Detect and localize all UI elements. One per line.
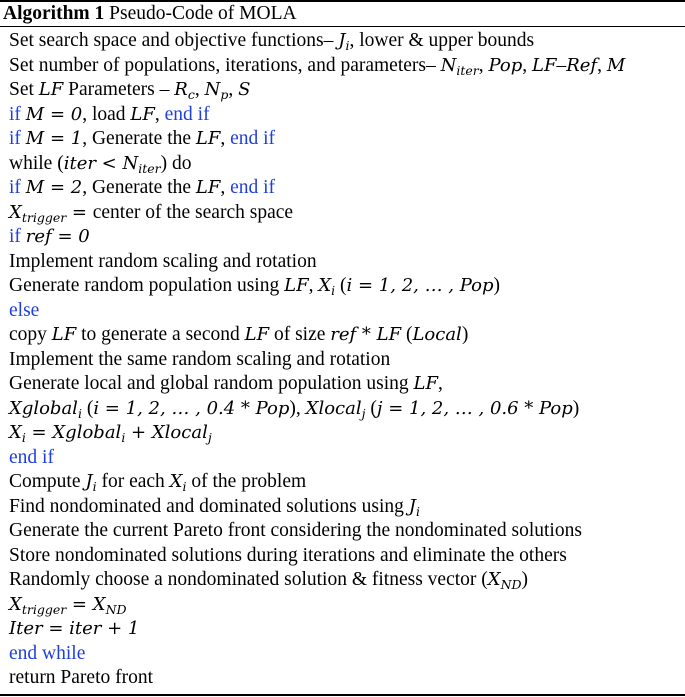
code-line: Implement the same random scaling and rotation [9,348,391,370]
code-line: Set number of populations, iterations, and parameters– $N_{iter}$, Pop, LF–Ref, M [9,54,626,78]
code-line: $X_i$ = Xglobal$_i$ + Xlocal$_j$ [9,422,212,445]
code-line: $X_{trigger} = X_{ND}$ [9,593,127,617]
code-line: Compute $J_i$ for each $X_i$ of the problem [9,471,307,494]
algorithm-label: Algorithm 1 [3,3,105,24]
code-line: if M = 1, Generate the LF, end if [9,128,276,149]
keyword-end-if: end if [9,446,54,468]
algorithm-caption [3,2,297,25]
code-line: Store nondominated solutions during iterations and eliminate the others [9,544,567,566]
code-line: Set search space and objective functions– $J_i$, lower & upper bounds [9,30,535,53]
keyword-if: if [9,103,26,125]
code-line: Xglobal$_i$ (i = 1, 2, … , 0.4 * Pop), Xlocal$_j$ (j = 1, 2, … , 0.6 * Pop) [9,397,580,421]
code-line [9,642,625,667]
keyword-if: if [9,226,26,247]
code-line [9,446,625,471]
code-line: return Pareto front [9,667,154,688]
code-line: Generate the current Pareto front considering the nondominated solutions [9,520,582,541]
pseudo-code-body [9,29,625,691]
caption-rule [0,26,685,27]
keyword-end-if: end if [230,128,276,149]
code-line: Generate random population using LF, $X_i$ (i = 1, 2, … , Pop) [9,275,500,298]
code-line [9,299,625,324]
code-line: copy LF to generate a second LF of size ref * LF (Local) [9,324,469,345]
code-line: Find nondominated and dominated solutions using $J_i$ [9,495,420,519]
algorithm-title: Pseudo-Code of MOLA [109,3,297,24]
keyword-end-if: end if [164,103,210,125]
code-line: $X_{trigger}$ = center of the search space [9,201,294,225]
keyword-end-while: end while [9,642,86,664]
keyword-if: if [9,128,26,149]
code-line: if M = 2, Generate the LF, end if [9,177,276,198]
keyword-else: else [9,299,40,321]
code-line: Iter = iter + 1 [9,618,140,639]
keyword-end-if: end if [230,177,276,198]
bottom-rule [0,694,685,696]
code-line: Randomly choose a nondominated solution & fitness vector $(X_{ND})$ [9,569,529,592]
keyword-if: if [9,177,26,198]
code-line: Set LF Parameters – $R_c$, $N_p$, S [9,79,251,102]
code-line: while (iter < $N_{iter}$) do [9,152,192,176]
code-line: if M = 0, load LF, end if [9,103,210,125]
code-line: Generate local and global random population using LF, [9,373,443,394]
code-line: if ref = 0 [9,226,90,247]
code-line: Implement random scaling and rotation [9,250,317,272]
